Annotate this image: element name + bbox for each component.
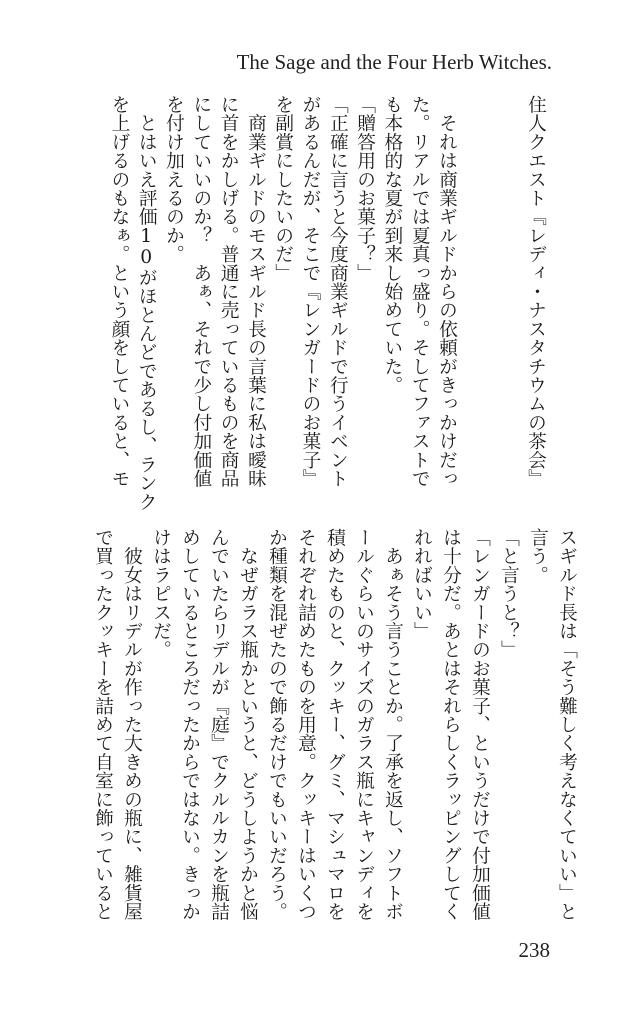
text-line: 「と言うと？」 bbox=[498, 528, 519, 659]
text-line: 「贈答用のお菓子？」 bbox=[354, 95, 376, 282]
text-line: とはいえ評価10がほとんどであるし、ランク bbox=[135, 95, 157, 511]
text-line: は十分だ。あとはそれらしくラッピングしてく bbox=[440, 528, 461, 921]
text-line: を上げるのもなぁ。という顔をしていると、モ bbox=[108, 95, 130, 488]
page-number: 238 bbox=[518, 938, 550, 962]
body-text-upper bbox=[100, 95, 455, 511]
text-line: も本格的な夏が到来し始めていた。 bbox=[381, 95, 403, 395]
text-line: 積めたものと、クッキー、グミ、マシュマロを bbox=[324, 528, 345, 921]
text-line: なぜガラス瓶かというと、どうしようかと悩 bbox=[237, 528, 258, 921]
text-line: それぞれ詰めたものを用意。クッキーはいくつ bbox=[295, 528, 316, 921]
text-line: を副賞にしたいのだ」 bbox=[272, 95, 294, 282]
text-line: スギルド長は「そう難しく考えなくていい」と bbox=[556, 528, 577, 921]
text-line: 彼女はリデルが作った大きめの瓶に、雑貨屋 bbox=[121, 528, 142, 921]
text-line: ールぐらいのサイズのガラス瓶にキャンディを bbox=[353, 528, 374, 921]
running-title: The Sage and the Four Herb Witches. bbox=[236, 50, 552, 74]
text-line: 「正確に言うと今度商業ギルドで行うイベント bbox=[326, 95, 348, 488]
text-line: 「レンガードのお菓子、というだけで付加価値 bbox=[469, 528, 490, 921]
text-line: あぁそう言うことか。了承を返し、ソフトボ bbox=[382, 528, 403, 921]
chapter-heading: 住人クエスト『レディ・ナスタチウムの茶会』 bbox=[525, 95, 546, 488]
text-line: にしていいのか？ あぁ、それで少し付加価値 bbox=[190, 95, 212, 488]
text-line: か種類を混ぜたので飾るだけでもいいだろう。 bbox=[266, 528, 287, 921]
text-line: それは商業ギルドからの依頼がきっかけだっ bbox=[436, 95, 457, 488]
text-line: を付け加えるのか。 bbox=[163, 95, 185, 264]
text-line: けはラピスだ。 bbox=[150, 528, 171, 659]
text-line: めしているところだったからではない。きっか bbox=[179, 528, 200, 921]
text-line: 言う。 bbox=[527, 528, 548, 585]
text-line: れればいい」 bbox=[411, 528, 432, 641]
body-text-lower bbox=[82, 528, 575, 921]
text-line: た。リアルでは夏真っ盛り。そしてファストで bbox=[408, 95, 430, 488]
text-line: に首をかしげる。普通に売っているものを商品 bbox=[217, 95, 239, 488]
text-line: 商業ギルドのモスギルド長の言葉に私は曖昧 bbox=[244, 95, 266, 488]
text-line: があるんだが、そこで『レンガードのお菓子』 bbox=[299, 95, 321, 488]
text-line: んでいたらリデルが『庭』でクルルカンを瓶詰 bbox=[208, 528, 229, 921]
text-line: で買ったクッキーを詰めて自室に飾っていると bbox=[92, 528, 113, 921]
